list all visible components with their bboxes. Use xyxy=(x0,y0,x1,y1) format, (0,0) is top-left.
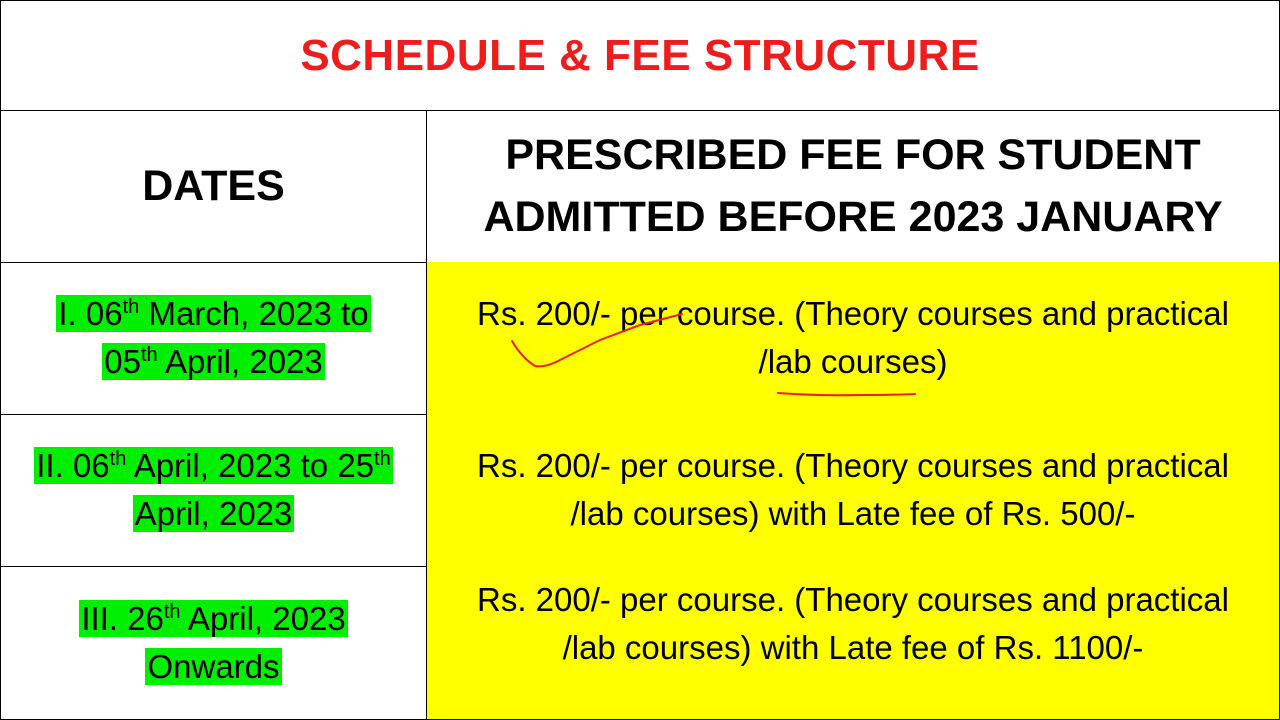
fee-cell-2 xyxy=(426,414,1280,567)
page-title: SCHEDULE & FEE STRUCTURE xyxy=(300,30,980,80)
date-cell-2 xyxy=(0,414,427,567)
date-2-line2: April, 2023 xyxy=(134,495,293,532)
fee-3-line1: Rs. 200/- per course. (Theory courses and practical xyxy=(477,581,1229,618)
date-1-line1: I. 06th March, 2023 to xyxy=(58,295,369,332)
fee-1-line2: /lab courses) xyxy=(758,343,948,380)
fee-cell-1 xyxy=(426,262,1280,415)
fee-header-line1: PRESCRIBED FEE FOR STUDENT xyxy=(505,131,1201,179)
fee-header-line2: ADMITTED BEFORE 2023 JANUARY xyxy=(483,193,1223,241)
fee-3-line2: /lab courses) with Late fee of Rs. 1100/- xyxy=(562,629,1144,666)
fee-2-line1: Rs. 200/- per course. (Theory courses and practical xyxy=(477,447,1229,484)
date-3-line2: Onwards xyxy=(147,647,280,685)
date-3-line1: III. 26th April, 2023 xyxy=(81,599,346,637)
title-cell xyxy=(0,0,1280,111)
dates-header-cell xyxy=(0,110,427,263)
fee-header-cell xyxy=(426,110,1280,263)
date-2-line1: II. 06th April, 2023 to 25th xyxy=(36,447,391,484)
date-1-line2: 05th April, 2023 xyxy=(104,343,323,380)
fee-cell-3 xyxy=(426,566,1280,720)
date-cell-1 xyxy=(0,262,427,415)
date-cell-3 xyxy=(0,566,427,720)
dates-header: DATES xyxy=(142,162,285,210)
fee-2-line2: /lab courses) with Late fee of Rs. 500/- xyxy=(570,495,1136,532)
fee-1-line1: Rs. 200/- per course. (Theory courses and practical xyxy=(477,295,1229,332)
